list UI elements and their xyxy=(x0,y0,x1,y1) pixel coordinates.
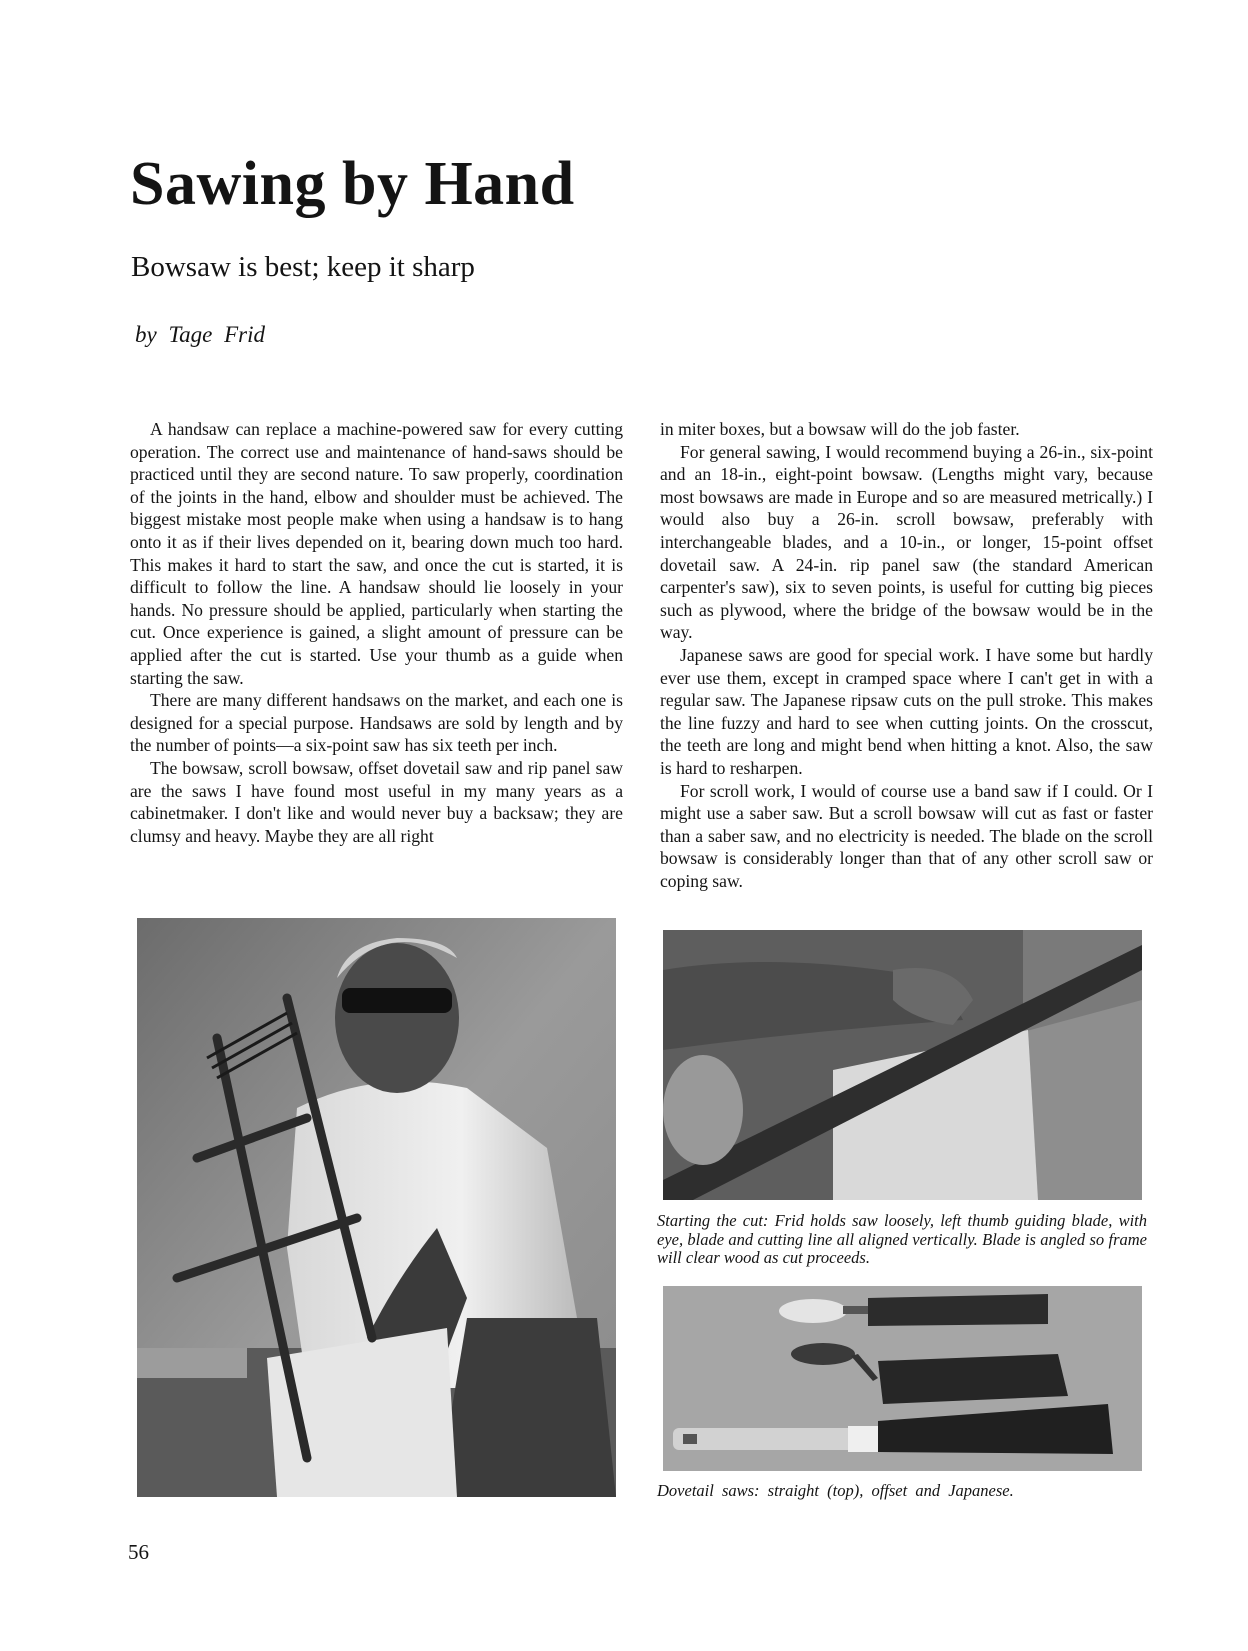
body-paragraph: For general sawing, I would recommend buying a 26-in., six-point and an 18-in., eight-point bowsaw. (Lengths might vary, because most bowsaws are made in Europe and so are measured metrically.) I would also buy a 26-in. scroll bowsaw, preferably with interchangeable blades, and a 10-in., or longer, 15-point offset dovetail saw. A 24-in. rip panel saw (the standard American carpenter's saw), six to seven points, is useful for cutting big pieces such as plywood, where the bridge of the bowsaw would be in the way. xyxy=(660,441,1153,643)
left-text-column xyxy=(130,418,623,847)
photo-dovetail-saws xyxy=(663,1286,1142,1471)
article-title: Sawing by Hand xyxy=(130,150,575,218)
photo-man-with-bowsaw xyxy=(137,918,616,1497)
caption-starting-the-cut: Starting the cut: Frid holds saw loosely, left thumb guiding blade, with eye, blade and cutting line all aligned vertically. Blade is angled so frame will clear wood as cut proceeds. xyxy=(657,1211,1147,1267)
article-byline: by Tage Frid xyxy=(135,322,265,347)
photo-starting-the-cut xyxy=(663,930,1142,1200)
caption-dovetail-saws: Dovetail saws: straight (top), offset and Japanese. xyxy=(657,1481,1014,1500)
body-paragraph: The bowsaw, scroll bowsaw, offset dovetail saw and rip panel saw are the saws I have found most useful in my many years as a cabinetmaker. I don't like and would never buy a backsaw; they are clumsy and heavy. Maybe they are all right xyxy=(130,757,623,846)
body-paragraph: A handsaw can replace a machine-powered saw for every cutting operation. The correct use and maintenance of hand-saws should be practiced until they are second nature. To saw properly, coordination of the joints in the hand, elbow and shoulder must be achieved. The biggest mistake most people make when using a handsaw is to hang onto it as if their lives depended on it, bearing down much too hard. This makes it hard to start the saw, and once the cut is started, it is difficult to follow the line. A handsaw should lie loosely in your hands. No pressure should be applied, particularly when starting the cut. Once experience is gained, a slight amount of pressure can be applied after the cut is started. Use your thumb as a guide when starting the saw. xyxy=(130,419,623,688)
body-paragraph: There are many different handsaws on the market, and each one is designed for a special purpose. Handsaws are sold by length and by the number of points—a six-point saw has six teeth per inch. xyxy=(130,690,623,756)
page-number: 56 xyxy=(128,1540,149,1564)
body-paragraph: For scroll work, I would of course use a band saw if I could. Or I might use a saber saw. But a scroll bowsaw will cut as fast or faster than a saber saw, and no electricity is needed. The blade on the scroll bowsaw is considerably longer than that of any other scroll saw or coping saw. xyxy=(660,780,1153,891)
right-text-column xyxy=(660,418,1153,892)
article-subtitle: Bowsaw is best; keep it sharp xyxy=(131,251,475,283)
body-paragraph: Japanese saws are good for special work. I have some but hardly ever use them, except in cramped space where I can't get in with a regular saw. The Japanese ripsaw cuts on the pull stroke. This makes the line fuzzy and hard to see when cutting joints. On the crosscut, the teeth are long and might bend when hitting a knot. Also, the saw is hard to resharpen. xyxy=(660,644,1153,778)
body-paragraph: in miter boxes, but a bowsaw will do the job faster. xyxy=(660,419,1020,439)
